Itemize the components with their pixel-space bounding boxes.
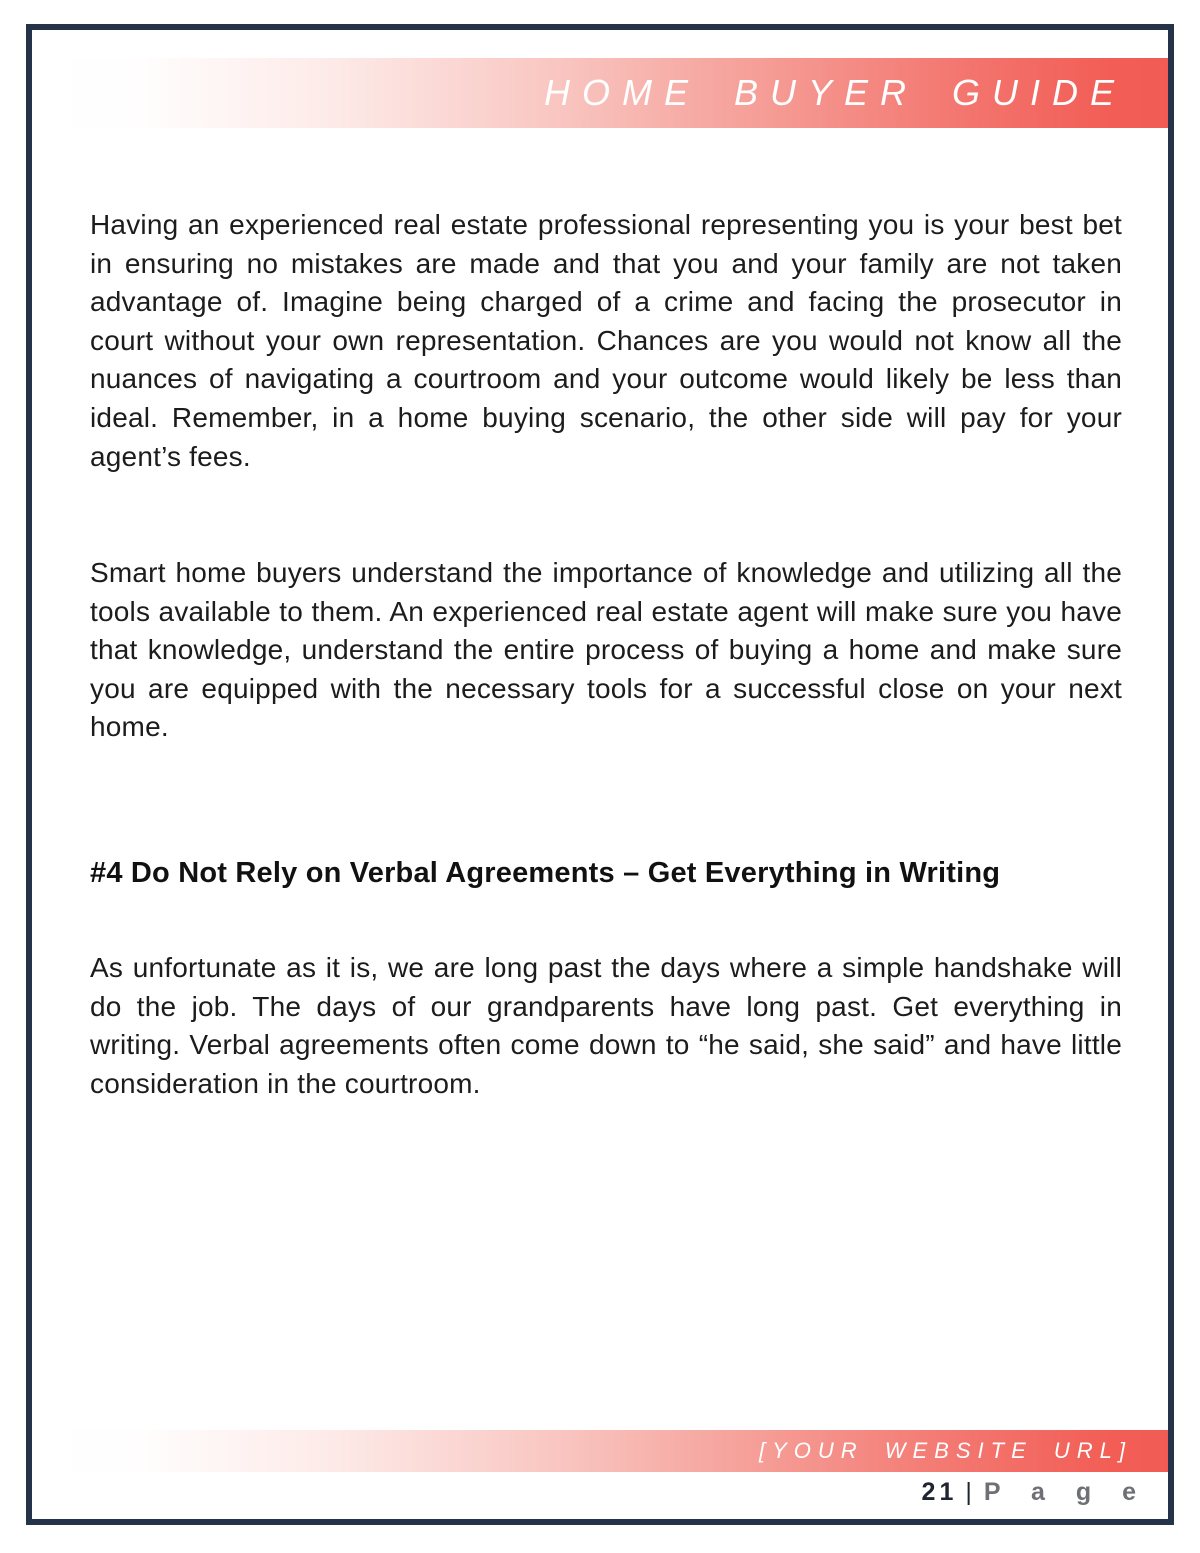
section-heading: #4 Do Not Rely on Verbal Agreements – Get Everything in Writing <box>90 857 1001 889</box>
page-number-separator: | <box>965 1478 972 1506</box>
body-paragraph-3: As unfortunate as it is, we are long past the days where a simple handshake will do the job. The days of our grandparents have long past. Get everything in writing. Verbal agreements often come down to “he said, she said” and have little consideration in the courtroom. <box>90 952 1122 1099</box>
body-paragraph-1: Having an experienced real estate professional representing you is your best bet in ensuring no mistakes are made and that you and your family are not taken advantage of. Imagine being charged of a crime and facing the prosecutor in court without your own representation. Chances are you would not know all the nuances of navigating a courtroom and your outcome would likely be less than ideal. Remember, in a home buying scenario, the other side will pay for your agent’s fees. <box>90 209 1122 472</box>
page-number <box>922 1478 1148 1507</box>
header-title: HOME BUYER GUIDE <box>543 72 1126 113</box>
page-border-frame <box>26 24 1174 1525</box>
page-number-value: 21 <box>921 1478 958 1506</box>
footer-banner <box>55 1430 1168 1472</box>
footer-website-url: [YOUR WEBSITE URL] <box>758 1438 1132 1463</box>
body-paragraph-2: Smart home buyers understand the importance of knowledge and utilizing all the tools available to them. An experienced real estate agent will make sure you have that knowledge, understand the entire process of buying a home and make sure you are equipped with the necessary tools for a successful close on your next home. <box>90 557 1122 743</box>
header-banner <box>55 58 1168 128</box>
page-number-label: P a g e <box>983 1478 1148 1506</box>
